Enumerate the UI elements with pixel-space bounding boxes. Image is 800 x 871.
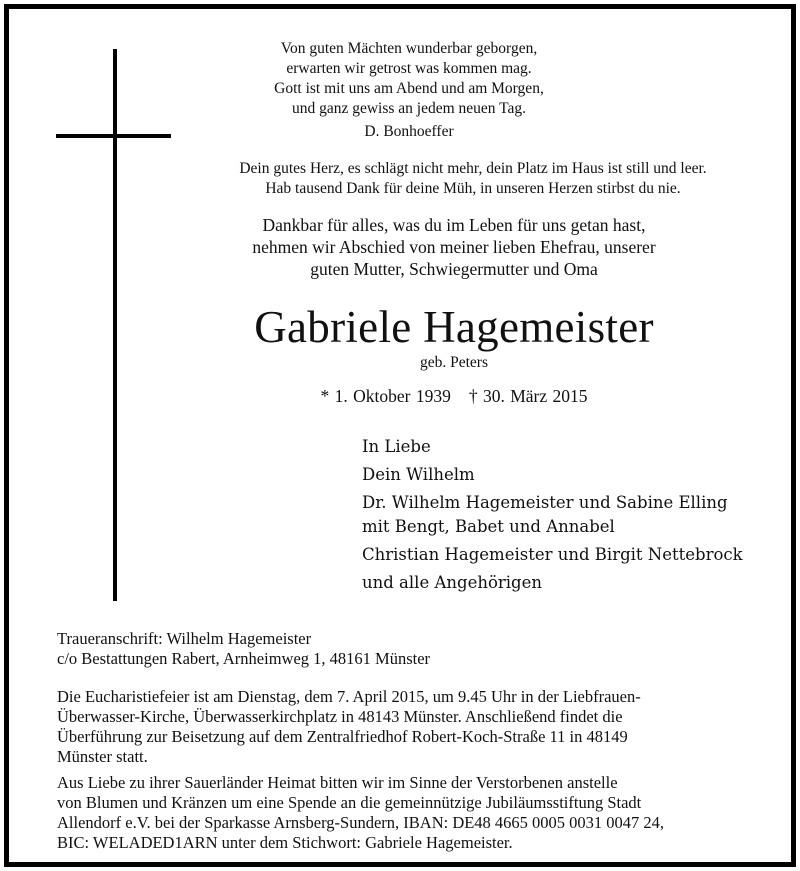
bonhoeffer-poem <box>189 39 629 142</box>
ceremony-paragraph <box>57 687 769 767</box>
mourning-address <box>57 629 769 669</box>
mourners-list <box>362 435 743 595</box>
mourner-line: Christian Hagemeister und Birgit Nettebrock <box>362 545 743 564</box>
poem-line: und ganz gewiss an jedem neuen Tag. <box>291 100 527 117</box>
intro-line: guten Mutter, Schwiegermutter und Oma <box>310 259 598 279</box>
mourner-line: Dr. Wilhelm Hagemeister und Sabine Elling <box>362 493 728 512</box>
mourner-line: In Liebe <box>362 437 431 456</box>
intro-line: Dankbar für alles, was du im Leben für uns getan hast, <box>262 215 646 235</box>
paragraph-line: Überwasser-Kirche, Überwasserkirchplatz in 48143 Münster. Anschließend findet die <box>57 707 623 726</box>
address-line: c/o Bestattungen Rabert, Arnheimweg 1, 48161 Münster <box>57 649 431 668</box>
verse-line: Hab tausend Dank für deine Müh, in unseren Herzen stirbst du nie. <box>265 180 681 197</box>
poem-line: Gott ist mit uns am Abend und am Morgen, <box>274 80 544 97</box>
verse-line: Dein gutes Herz, es schlägt nicht mehr, dein Platz im Haus ist still und leer. <box>239 160 707 177</box>
intro-line: nehmen wir Abschied von meiner lieben Ehefrau, unserer <box>252 237 656 257</box>
birth-date: * 1. Oktober 1939 <box>320 386 451 406</box>
poem-line: Von guten Mächten wunderbar geborgen, <box>280 40 538 57</box>
birth-name: geb. Peters <box>419 354 488 371</box>
cross-icon-vertical <box>113 49 117 601</box>
paragraph-line: Münster statt. <box>57 747 148 766</box>
paragraph-line: Allendorf e.V. bei der Sparkasse Arnsberg-Sundern, IBAN: DE48 4665 0005 0031 0047 24, <box>57 813 665 832</box>
farewell-intro <box>229 214 679 280</box>
mourner-line: und alle Angehörigen <box>362 573 543 592</box>
deceased-name: Gabriele Hagemeister <box>254 302 654 352</box>
paragraph-line: BIC: WELADED1ARN unter dem Stichwort: Gabriele Hagemeister. <box>57 833 513 852</box>
death-date: † 30. März 2015 <box>468 386 588 406</box>
mourner-line: Dein Wilhelm <box>362 465 475 484</box>
mourner-line: mit Bengt, Babet und Annabel <box>362 517 615 536</box>
donation-paragraph <box>57 773 769 853</box>
paragraph-line: Aus Liebe zu ihrer Sauerländer Heimat bitten wir im Sinne der Verstorbenen anstelle <box>57 773 618 792</box>
cross-icon-horizontal <box>56 134 171 138</box>
address-line: Traueranschrift: Wilhelm Hagemeister <box>57 629 312 648</box>
memorial-verse <box>173 159 773 199</box>
paragraph-line: Überführung zur Beisetzung auf dem Zentralfriedhof Robert-Koch-Straße 11 in 48149 <box>57 727 628 746</box>
obituary-frame <box>4 4 796 867</box>
life-dates <box>229 385 679 407</box>
paragraph-line: Die Eucharistiefeier ist am Dienstag, dem 7. April 2015, um 9.45 Uhr in der Liebfrauen- <box>57 687 641 706</box>
poem-line: erwarten wir getrost was kommen mag. <box>286 60 532 77</box>
poem-author: D. Bonhoeffer <box>364 123 454 140</box>
paragraph-line: von Blumen und Kränzen um eine Spende an die gemeinnützige Jubiläumsstiftung Stadt <box>57 793 642 812</box>
